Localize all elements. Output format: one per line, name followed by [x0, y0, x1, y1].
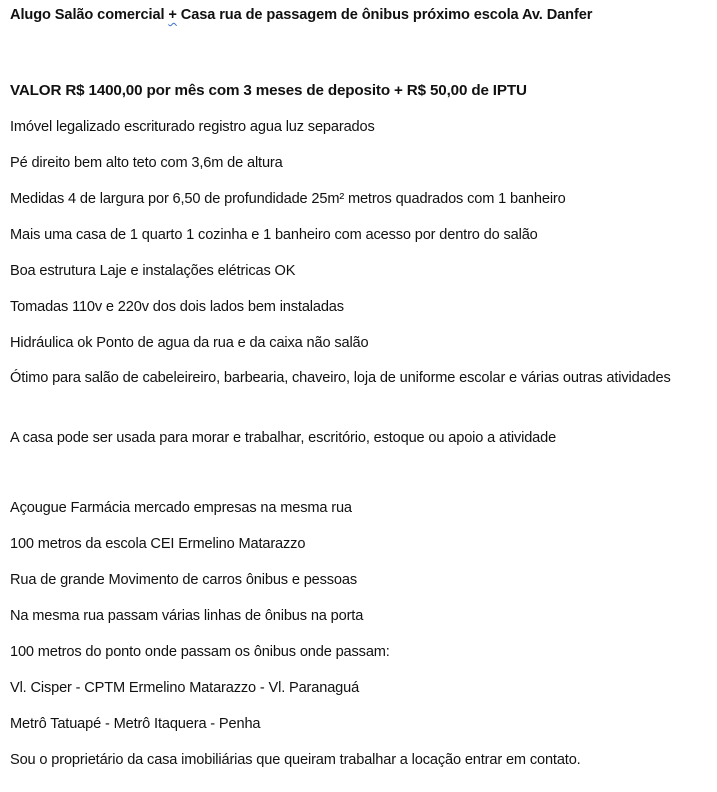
title-plus-sign: +	[168, 7, 177, 23]
feature-measurements: Medidas 4 de largura por 6,50 de profundidade 25m² metros quadrados com 1 banheiro	[10, 191, 566, 207]
title-text-start: Alugo Salão comercial	[10, 7, 169, 23]
feature-ceiling: Pé direito bem alto teto com 3,6m de altura	[10, 155, 283, 171]
location-bus-lines: Na mesma rua passam várias linhas de ônibus na porta	[10, 608, 364, 624]
location-traffic: Rua de grande Movimento de carros ônibus e pessoas	[10, 572, 358, 588]
title-text-end: Casa rua de passagem de ônibus próximo escola Av. Danfer	[176, 7, 593, 23]
location-school: 100 metros da escola CEI Ermelino Matarazzo	[10, 536, 306, 552]
owner-contact-note: Sou o proprietário da casa imobiliárias que queiram trabalhar a locação entrar em contato.	[10, 752, 581, 768]
location-nearby-shops: Açougue Farmácia mercado empresas na mesma rua	[10, 500, 352, 516]
location-route-2: Metrô Tatuapé - Metrô Itaquera - Penha	[10, 716, 261, 732]
location-bus-stop: 100 metros do ponto onde passam os ônibus onde passam:	[10, 644, 390, 660]
price-line: VALOR R$ 1400,00 por mês com 3 meses de deposito + R$ 50,00 de IPTU	[10, 82, 527, 99]
listing-title	[10, 6, 592, 24]
feature-legal: Imóvel legalizado escriturado registro agua luz separados	[10, 119, 375, 135]
feature-plumbing: Hidráulica ok Ponto de agua da rua e da caixa não salão	[10, 335, 369, 351]
feature-extra-house: Mais uma casa de 1 quarto 1 cozinha e 1 banheiro com acesso por dentro do salão	[10, 227, 538, 243]
location-route-1: Vl. Cisper - CPTM Ermelino Matarazzo - Vl. Paranaguá	[10, 680, 360, 696]
feature-outlets: Tomadas 110v e 220v dos dois lados bem instaladas	[10, 299, 344, 315]
feature-structure: Boa estrutura Laje e instalações elétricas OK	[10, 263, 296, 279]
feature-ideal-uses: Ótimo para salão de cabeleireiro, barbearia, chaveiro, loja de uniforme escolar e várias outras atividades	[10, 370, 671, 386]
feature-home-use: A casa pode ser usada para morar e trabalhar, escritório, estoque ou apoio a atividade	[10, 430, 557, 446]
